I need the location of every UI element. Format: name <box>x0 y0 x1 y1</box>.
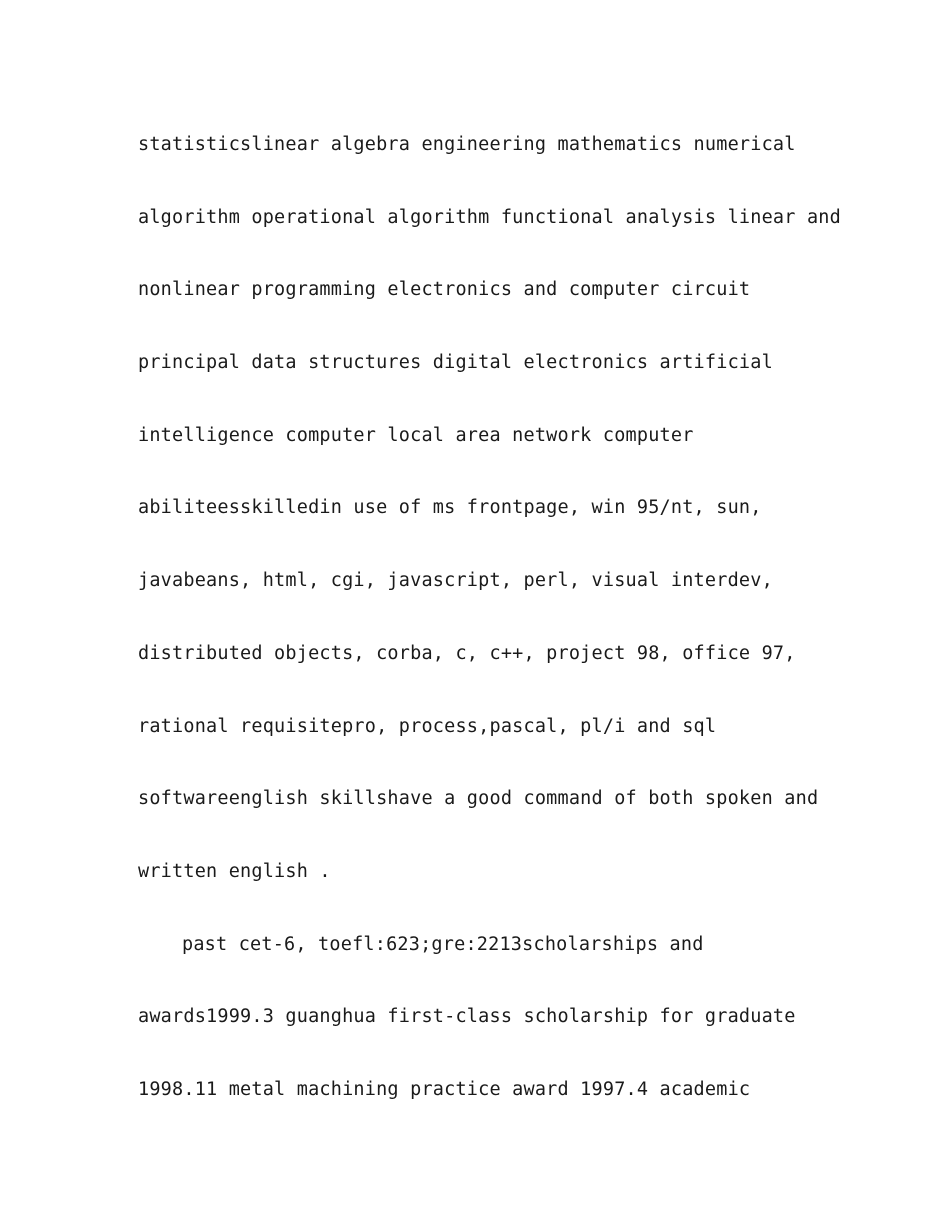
text-line-3: nonlinear programming electronics and computer circuit <box>138 279 751 301</box>
text-line-4: principal data structures digital electronics artificial <box>138 352 773 374</box>
text-line-13: awards1999.3 guanghua first-class scholarship for graduate <box>138 1006 796 1028</box>
text-line-1: statisticslinear algebra engineering mathematics numerical <box>138 134 796 155</box>
text-line-2: algorithm operational algorithm functional analysis linear and <box>138 206 841 228</box>
text-line-8: distributed objects, corba, c, c++, project 98, office 97, <box>138 642 796 664</box>
document-body <box>138 127 841 1145</box>
text-line-9: rational requisitepro, process,pascal, pl/i and sql <box>138 715 717 737</box>
text-line-6: abiliteesskilledin use of ms frontpage, win 95/nt, sun, <box>138 497 762 519</box>
text-line-14: 1998.11 metal machining practice award 1997.4 academic <box>138 1078 751 1100</box>
text-line-5: intelligence computer local area network computer <box>138 424 694 446</box>
text-line-10: softwareenglish skillshave a good command of both spoken and <box>138 788 819 810</box>
text-line-12-indented: past cet-6, toefl:623;gre:2213scholarships and <box>182 933 704 955</box>
text-line-11: written english . <box>138 860 331 882</box>
text-line-7: javabeans, html, cgi, javascript, perl, visual interdev, <box>138 570 773 592</box>
